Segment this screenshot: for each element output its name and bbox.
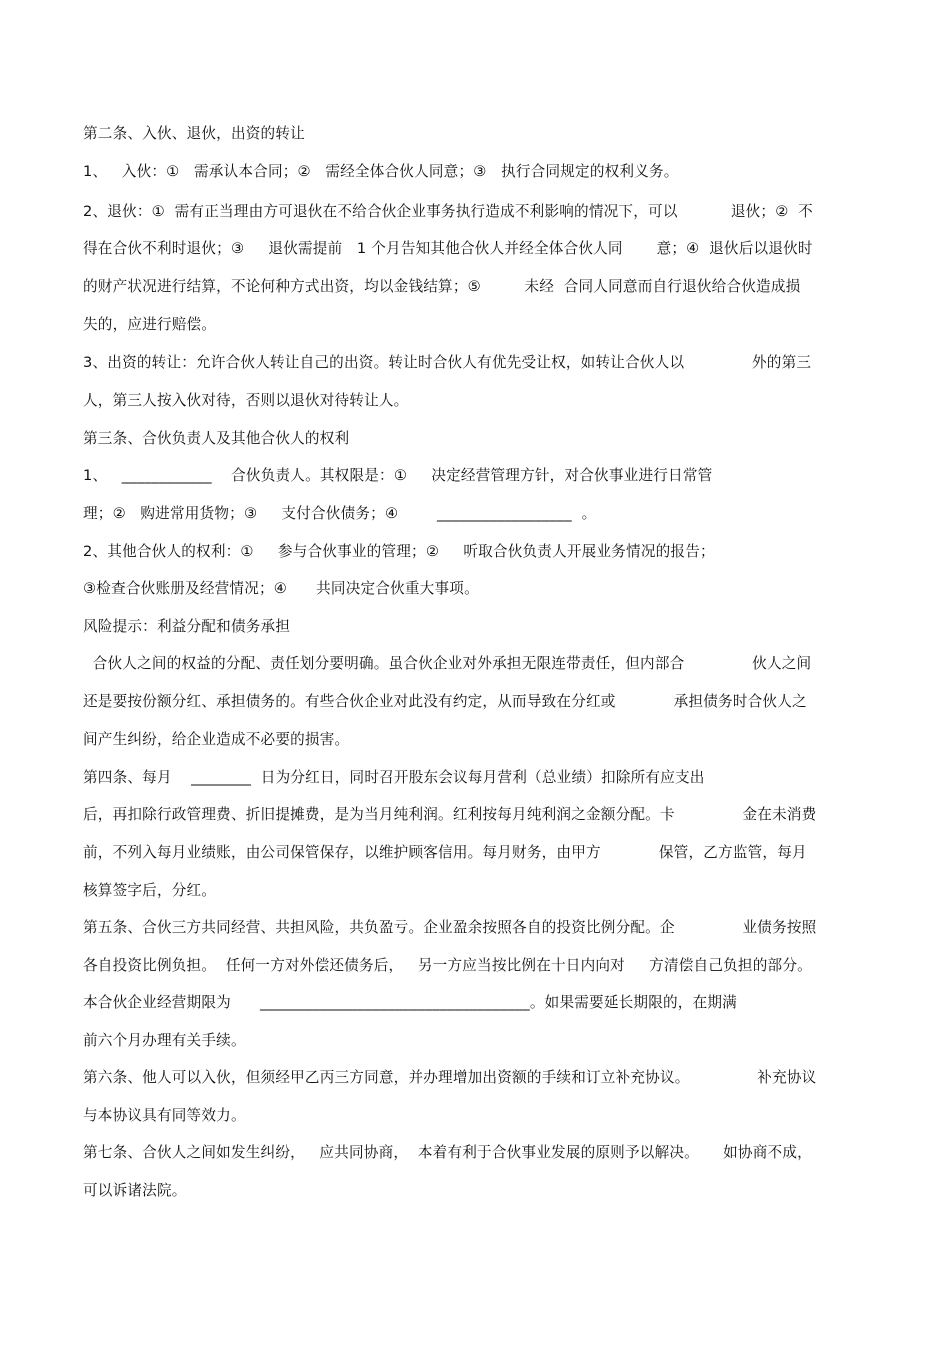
- text-line: 间产生纠纷，给企业造成不必要的损害。: [83, 731, 350, 748]
- section-heading-3: 第三条、合伙负责人及其他合伙人的权利: [83, 430, 350, 447]
- text-line: 2、退伙：① 需有正当理由方可退伙在不给合伙企业事务执行造成不利影响的情况下，可以 退伙；② 不: [83, 203, 813, 220]
- text-line: 前，不列入每月业绩账，由公司保管保存，以维护顾客信用。每月财务，由甲方 保管，乙方监管，每月: [83, 844, 807, 861]
- section-heading-6: 第六条、他人可以入伙，但须经甲乙丙三方同意，并办理增加出资额的手续和订立补充协议。 补充协议: [83, 1069, 817, 1086]
- text-line: 核算签字后，分红。: [83, 882, 217, 899]
- text-line: 前六个月办理有关手续。: [83, 1032, 246, 1049]
- text-line: 1、 入伙：① 需承认本合同；② 需经全体合伙人同意；③ 执行合同规定的权利义务。: [83, 163, 679, 180]
- section-heading-5: 第五条、合伙三方共同经营、共担风险，共负盈亏。企业盈余按照各自的投资比例分配。企 业债务按照: [83, 919, 817, 936]
- text-line: 还是要按份额分红、承担债务的。有些合伙企业对此没有约定，从而导致在分红或 承担债务时合伙人之: [83, 693, 807, 710]
- text-line: 人，第三人按入伙对待，否则以退伙对待转让人。: [83, 392, 409, 409]
- section-heading-2: 第二条、入伙、退伙，出资的转让: [83, 125, 305, 142]
- text-line: ③检查合伙账册及经营情况；④ 共同决定合伙重大事项。: [83, 580, 479, 597]
- text-line: 失的，应进行赔偿。: [83, 316, 217, 333]
- text-line: 各自投资比例负担。 任何一方对外偿还债务后， 另一方应当按比例在十日内向对 方清偿自己负担的部分。: [83, 957, 812, 974]
- section-heading-4: 第四条、每月 ________ 日为分红日，同时召开股东会议每月营利（总业绩）扣除所有应支出: [83, 769, 705, 786]
- text-line: 2、其他合伙人的权利：① 参与合伙事业的管理；② 听取合伙负责人开展业务情况的报告；: [83, 543, 715, 560]
- text-line: 与本协议具有同等效力。: [83, 1107, 246, 1124]
- text-line: 本合伙企业经营期限为 ____________________________________。如果需要延长期限的，在期满: [83, 994, 737, 1011]
- text-line: 3、出资的转让：允许合伙人转让自己的出资。转让时合伙人有优先受让权，如转让合伙人以 外的第三: [83, 354, 812, 371]
- text-line: 1、 ____________ 合伙负责人。其权限是：① 决定经营管理方针，对合伙事业进行日常管: [83, 467, 713, 484]
- text-line: 后，再扣除行政管理费、折旧提摊费，是为当月纯利润。红利按每月纯利润之金额分配。卡 金在未消费: [83, 806, 817, 823]
- risk-heading: 风险提示：利益分配和债务承担: [83, 618, 291, 635]
- text-line: 得在合伙不利时退伙；③ 退伙需提前 1 个月告知其他合伙人并经全体合伙人同 意；④ 退伙后以退伙时: [83, 240, 813, 257]
- text-line: 可以诉诸法院。: [83, 1182, 187, 1199]
- text-line: 合伙人之间的权益的分配、责任划分要明确。虽合伙企业对外承担无限连带责任，但内部合 伙人之间: [83, 655, 812, 672]
- section-heading-7: 第七条、合伙人之间如发生纠纷， 应共同协商， 本着有利于合伙事业发展的原则予以解决。 如协商不成，: [83, 1144, 812, 1161]
- text-line: 的财产状况进行结算，不论何种方式出资，均以金钱结算；⑤ 未经 合同人同意而自行退伙给合伙造成损: [83, 278, 801, 295]
- text-line: 理；② 购进常用货物；③ 支付合伙债务；④ __________________ 。: [83, 505, 597, 522]
